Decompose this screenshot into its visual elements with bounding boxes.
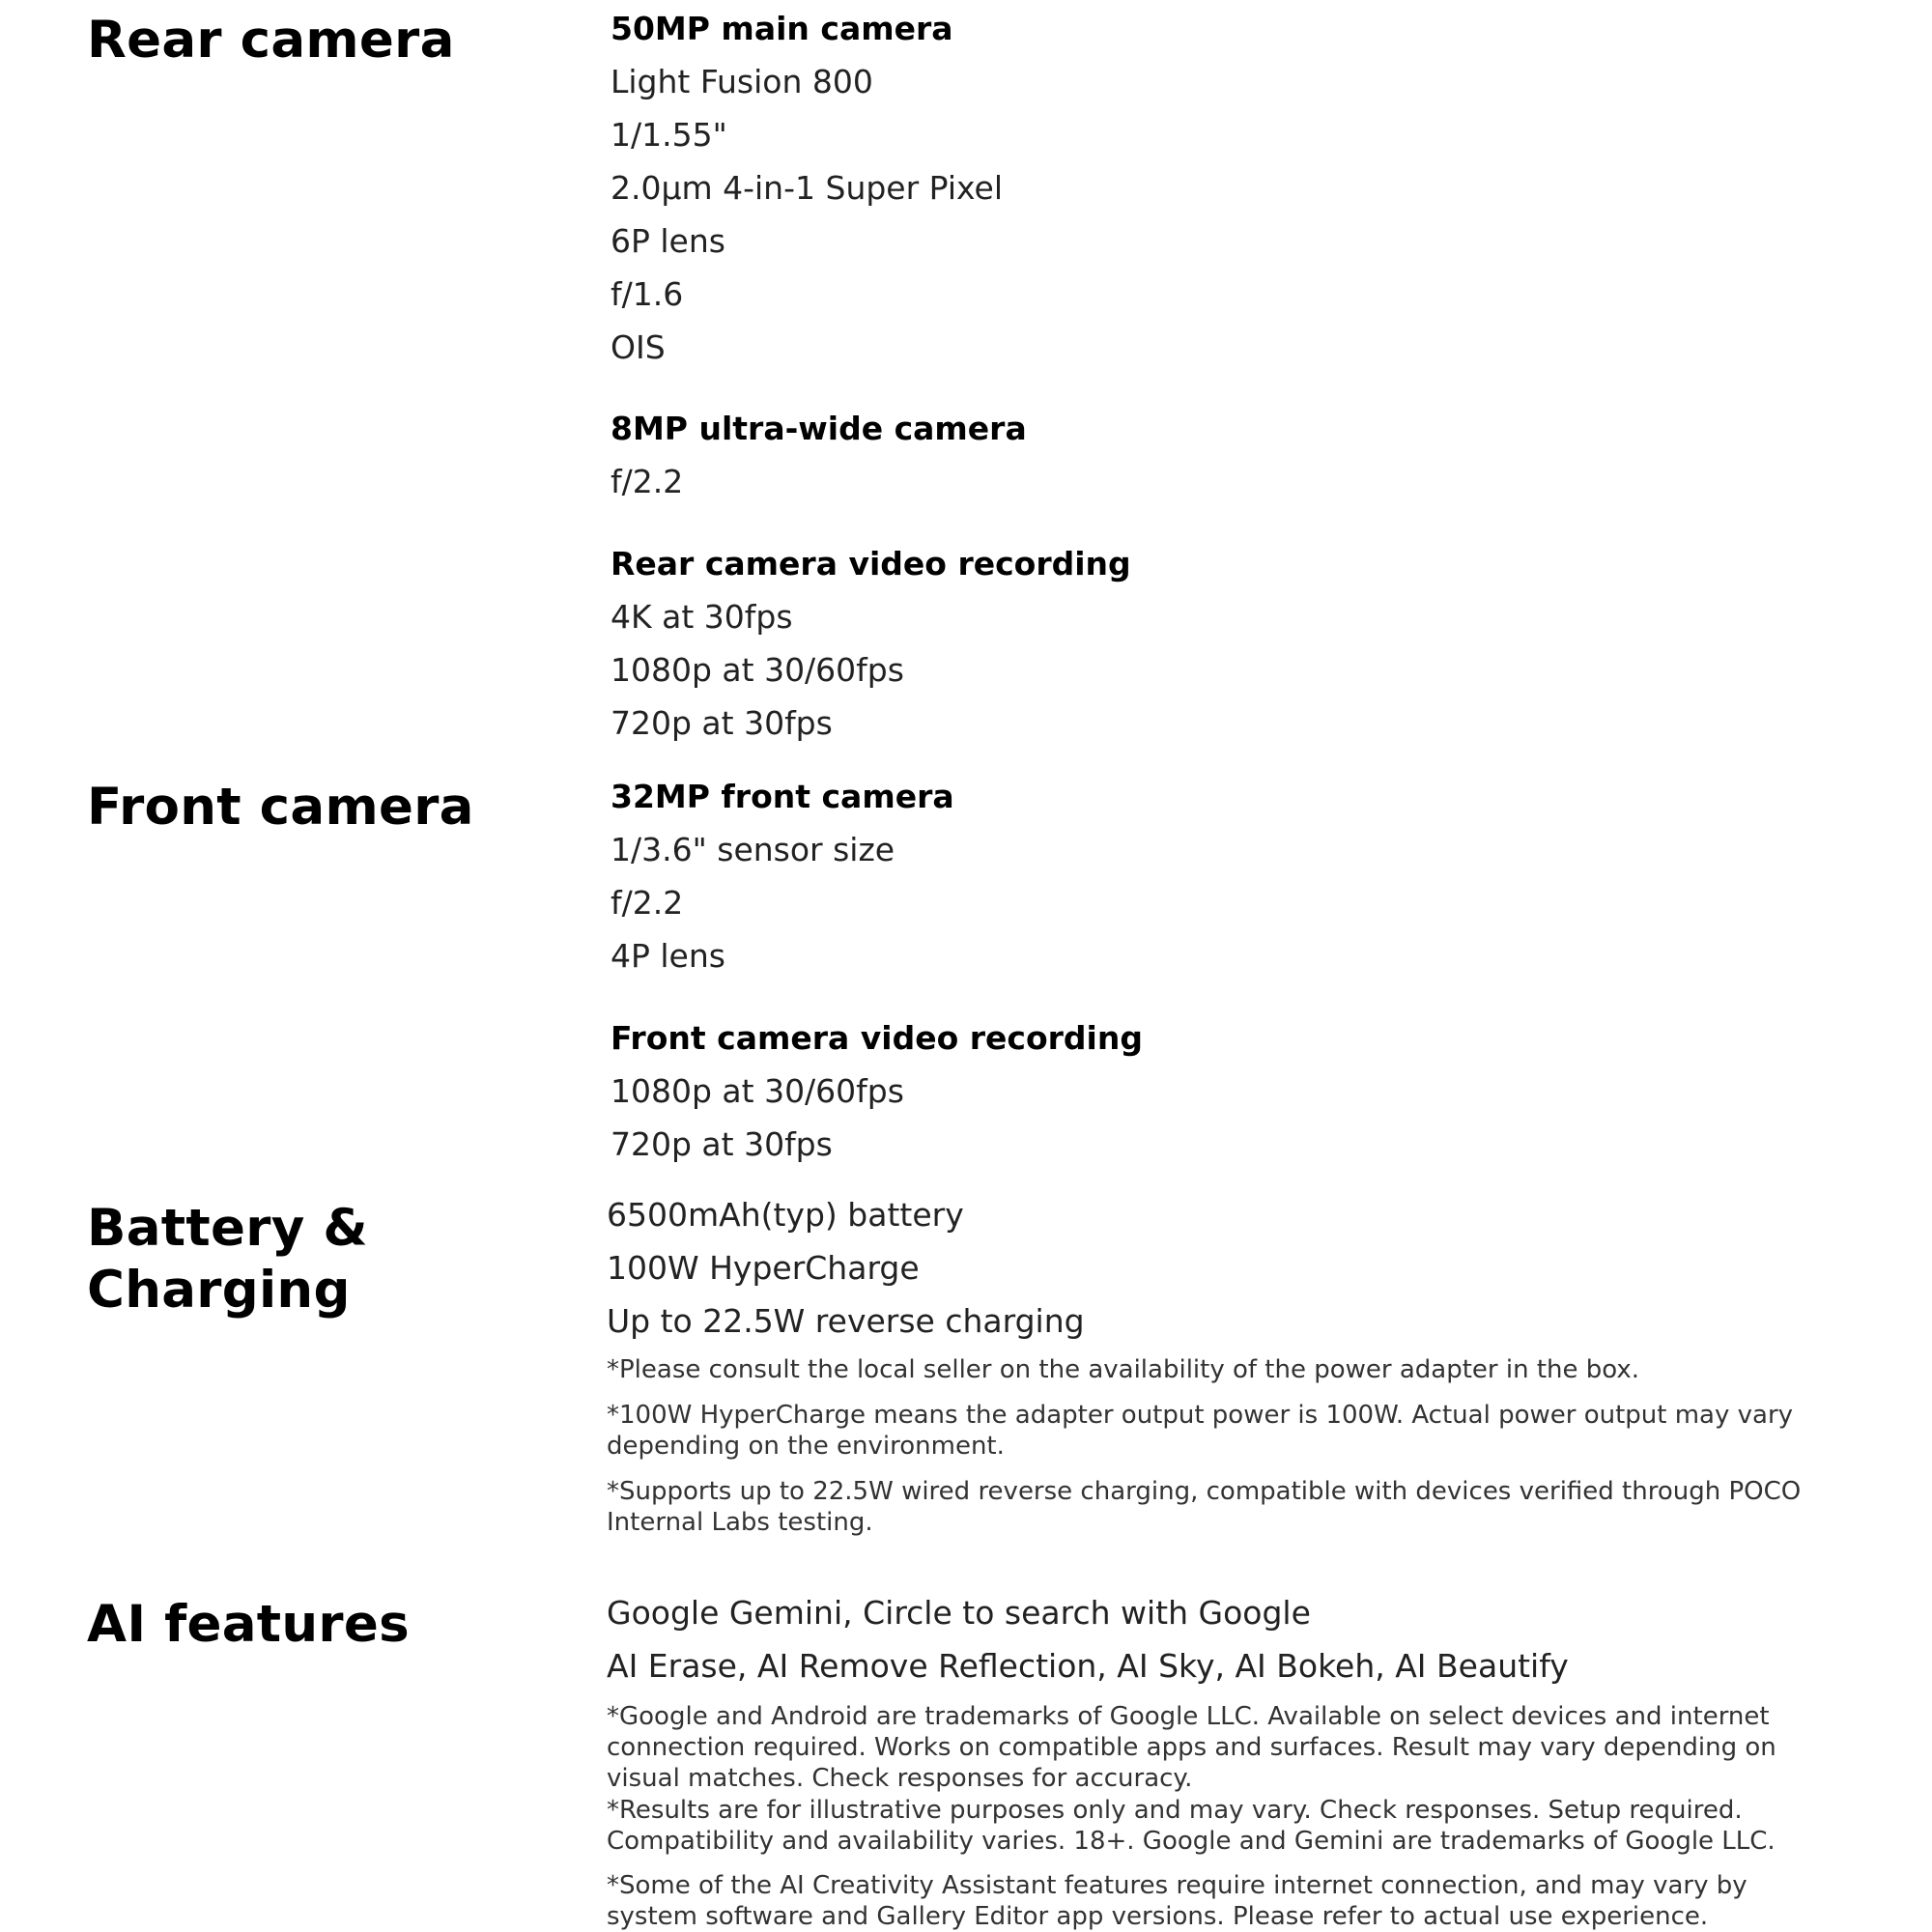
spec-group-rear-main: [611, 2, 1003, 374]
section-title-ai-features: AI features: [87, 1595, 410, 1654]
spec-line: 100W HyperCharge: [607, 1249, 920, 1287]
section-title-rear-camera: Rear camera: [87, 11, 455, 70]
spec-line: Light Fusion 800: [611, 63, 873, 100]
section-title-front-camera: Front camera: [87, 778, 474, 837]
group-heading: Rear camera video recording: [611, 545, 1131, 582]
section-title-line: Charging: [87, 1261, 351, 1320]
footnote: *Some of the AI Creativity Assistant features require internet connection, and may vary by system software and Gallery Editor app versions. Please refer to actual use experience.: [607, 1871, 1747, 1931]
spec-line: 720p at 30fps: [611, 1125, 833, 1163]
spec-line: 6500mAh(typ) battery: [607, 1196, 964, 1234]
section-title-line: Battery &: [87, 1199, 368, 1258]
spec-line: 1080p at 30/60fps: [611, 651, 904, 689]
spec-group-front-video: [611, 1011, 1143, 1171]
spec-line: 1/1.55": [611, 116, 727, 154]
spec-line: 2.0μm 4-in-1 Super Pixel: [611, 169, 1003, 207]
spec-line: 4K at 30fps: [611, 598, 793, 636]
spec-line: f/1.6: [611, 275, 684, 313]
footnote: *Results are for illustrative purposes only and may vary. Check responses. Setup required. Compatibility and availability varies. 18+. Google and Gemini are trademarks of Google LLC.: [607, 1796, 1776, 1856]
section-title-battery-charging: [87, 1198, 368, 1321]
battery-spec-group: [607, 1188, 1824, 1348]
ai-spec-group: [607, 1586, 1824, 1692]
spec-line: AI Erase, AI Remove Reflection, AI Sky, AI Bokeh, AI Beautify: [607, 1647, 1569, 1685]
group-heading: Front camera video recording: [611, 1019, 1143, 1057]
spec-line: 6P lens: [611, 222, 725, 260]
footnote: *100W HyperCharge means the adapter output power is 100W. Actual power output may vary depending on the environment.: [607, 1401, 1794, 1461]
spec-group-rear-ultrawide: [611, 402, 1027, 508]
footnote: *Please consult the local seller on the availability of the power adapter in the box.: [607, 1355, 1640, 1384]
spec-line: 4P lens: [611, 937, 725, 975]
spec-line: 720p at 30fps: [611, 704, 833, 742]
spec-line: OIS: [611, 328, 666, 366]
group-heading: 32MP front camera: [611, 778, 954, 815]
spec-line: 1080p at 30/60fps: [611, 1072, 904, 1110]
spec-group-rear-video: [611, 537, 1131, 750]
spec-line: f/2.2: [611, 463, 684, 500]
spec-line: Up to 22.5W reverse charging: [607, 1302, 1085, 1340]
spec-line: Google Gemini, Circle to search with Google: [607, 1594, 1311, 1632]
group-heading: 8MP ultra-wide camera: [611, 410, 1027, 447]
footnote: *Google and Android are trademarks of Google LLC. Available on select devices and internet connection required. Works on compatible apps and surfaces. Result may vary depending on visual matches. Check responses for accuracy.: [607, 1702, 1776, 1793]
spec-line: 1/3.6" sensor size: [611, 831, 895, 868]
footnote: *Supports up to 22.5W wired reverse charging, compatible with devices verified through POCO Internal Labs testing.: [607, 1477, 1802, 1537]
spec-line: f/2.2: [611, 884, 684, 922]
spec-group-front-main: [611, 770, 954, 982]
group-heading: 50MP main camera: [611, 10, 953, 47]
